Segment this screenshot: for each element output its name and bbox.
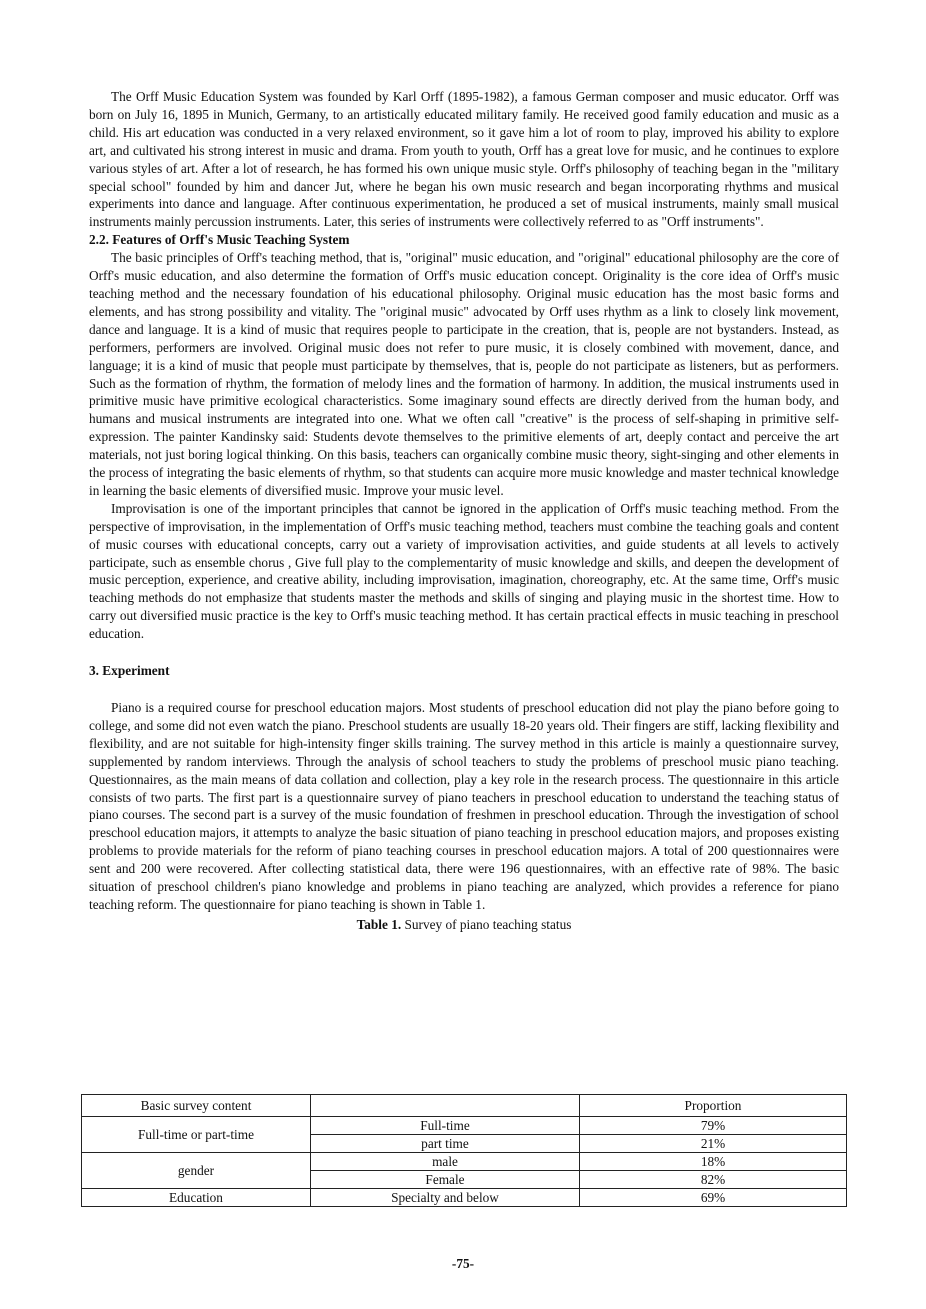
- row-value: 69%: [580, 1189, 847, 1207]
- section-3-paragraph-1: Piano is a required course for preschool education majors. Most students of preschool education did not play the piano before going to college, and some did not even watch the piano. Preschool students are usually 18-20 years old. Their fingers are stiff, lacking flexibility and flexibility, and are not suitable for high-intensity finger skills training. The survey method in this article is mainly a questionnaire survey, supplemented by random interviews. Through the analysis of school teachers to study the problems of preschool music piano teaching. Questionnaires, as the main means of data collation and collection, play a key role in the research process. The questionnaire in this article consists of two parts. The first part is a questionnaire survey of piano teachers in preschool education to understand the teaching status of piano courses. The second part is a survey of the music foundation of freshmen in preschool education. Through the investigation of school preschool education majors, it attempts to analyze the basic situation of piano teaching in preschool education majors, and proposes existing problems to provide materials for the reform of piano teaching courses in preschool education majors. A total of 200 questionnaires were sent and 200 were recovered. After collecting statistical data, there were 196 questionnaires, with an effective rate of 98%. The basic situation of preschool children's piano knowledge and problems in piano teaching are analyzed, which provides a reference for piano teaching reform. The questionnaire for piano teaching is shown in Table 1.: [89, 700, 839, 912]
- row-item: Specialty and below: [311, 1189, 580, 1207]
- table-1-caption: [89, 916, 839, 934]
- group-label: Education: [82, 1189, 311, 1207]
- table-1-caption-label: Table 1.: [356, 916, 402, 932]
- section-2-2-heading: 2.2. Features of Orff's Music Teaching System: [89, 232, 350, 248]
- group-label: Full-time or part-time: [82, 1117, 311, 1153]
- table-row: [82, 1153, 847, 1171]
- header-basic-survey-content: Basic survey content: [82, 1095, 311, 1117]
- row-value: 21%: [580, 1135, 847, 1153]
- row-item: Female: [311, 1171, 580, 1189]
- table-header-row: [82, 1095, 847, 1117]
- row-item: part time: [311, 1135, 580, 1153]
- row-item: male: [311, 1153, 580, 1171]
- row-value: 18%: [580, 1153, 847, 1171]
- section-2-2-paragraph-2: Improvisation is one of the important principles that cannot be ignored in the application of Orff's music teaching method. From the perspective of improvisation, in the implementation of Orff's music teaching method, teachers must combine the teaching goals and content of music courses with educational concepts, carry out a variety of improvisation activities, and guide students at all levels to actively participate, such as ensemble chorus , Give full play to the complementarity of music knowledge and skills, and deepen the development of music perception, experience, and creative ability, including improvisation, imagination, choreography, etc. At the same time, Orff's music teaching methods do not emphasize that students master the methods and skills of singing and playing music in the shortest time. How to carry out diversified music practice is the key to Orff's music teaching method. It has certain practical effects in music teaching in preschool education.: [89, 500, 839, 642]
- survey-table: [81, 1094, 847, 1207]
- header-blank: [311, 1095, 580, 1117]
- row-value: 79%: [580, 1117, 847, 1135]
- table-1-caption-text: Survey of piano teaching status: [401, 916, 572, 932]
- page-body: [89, 88, 839, 940]
- group-label: gender: [82, 1153, 311, 1189]
- header-proportion: Proportion: [580, 1095, 847, 1117]
- intro-paragraph: The Orff Music Education System was founded by Karl Orff (1895-1982), a famous German composer and music educator. Orff was born on July 16, 1895 in Munich, Germany, to an artistically educated military family. He received good family education and music as a child. His art education was conducted in a very relaxed environment, so it gave him a lot of room to play, improved his ability to explore art, and cultivated his strong interest in music and drama. From youth to youth, Orff has a great love for music, and he continues to explore various styles of art. After a lot of research, he has formed his own unique music style. Orff's philosophy of teaching began in the "military special school" founded by him and dancer Jut, where he began his own music research and began incorporating rhythms and musical experiments into dance and language. After continuous experimentation, he produced a set of musical instruments, mainly small musical instruments mainly percussion instruments. Later, this series of instruments were collectively referred to as "Orff instruments".: [89, 89, 839, 230]
- page-number: -75-: [451, 1256, 475, 1271]
- row-item: Full-time: [311, 1117, 580, 1135]
- table-row: [82, 1189, 847, 1207]
- row-value: 82%: [580, 1171, 847, 1189]
- section-2-2-paragraph-1: The basic principles of Orff's teaching method, that is, "original" music education, and "original" educational philosophy are the core of Orff's music education, and also determine the formation of Orff's music education concept. Originality is the core idea of Orff's music teaching method and the necessary foundation of his educational philosophy. Original music education has the most basic forms and elements, and has strong possibility and vitality. The "original music" advocated by Orff uses rhythm as a link to closely link movement, dance and language. It is a kind of music that requires people to participate in the creation, that is, people are not bystanders. Instead, as performers, performers are involved. Original music does not refer to pure music, it is closely combined with movement, dance, and language; it is a kind of music that people must participate by themselves, that is, people do not participate as listeners, but as performers. Such as the formation of rhythm, the formation of melody lines and the formation of harmony. In addition, the musical instruments used in primitive music have primitive ecological characteristics. Some imaginary sound effects are directly derived from the human body, and humans and musical instruments are integrated into one. What we often call "creative" is the process of self-shaping in primitive self-expression. The painter Kandinsky said: Students devote themselves to the primitive elements of art, deeply contact and perceive the art materials, not just boring logical thinking. On this basis, teachers can organically combine music theory, sight-singing and other elements in the process of integrating the basic elements of rhythm, so that students can acquire more music knowledge and master technical knowledge in learning the basic elements of diversified music. Improve your music level.: [89, 250, 839, 498]
- section-3-heading: 3. Experiment: [89, 663, 170, 679]
- table-row: [82, 1117, 847, 1135]
